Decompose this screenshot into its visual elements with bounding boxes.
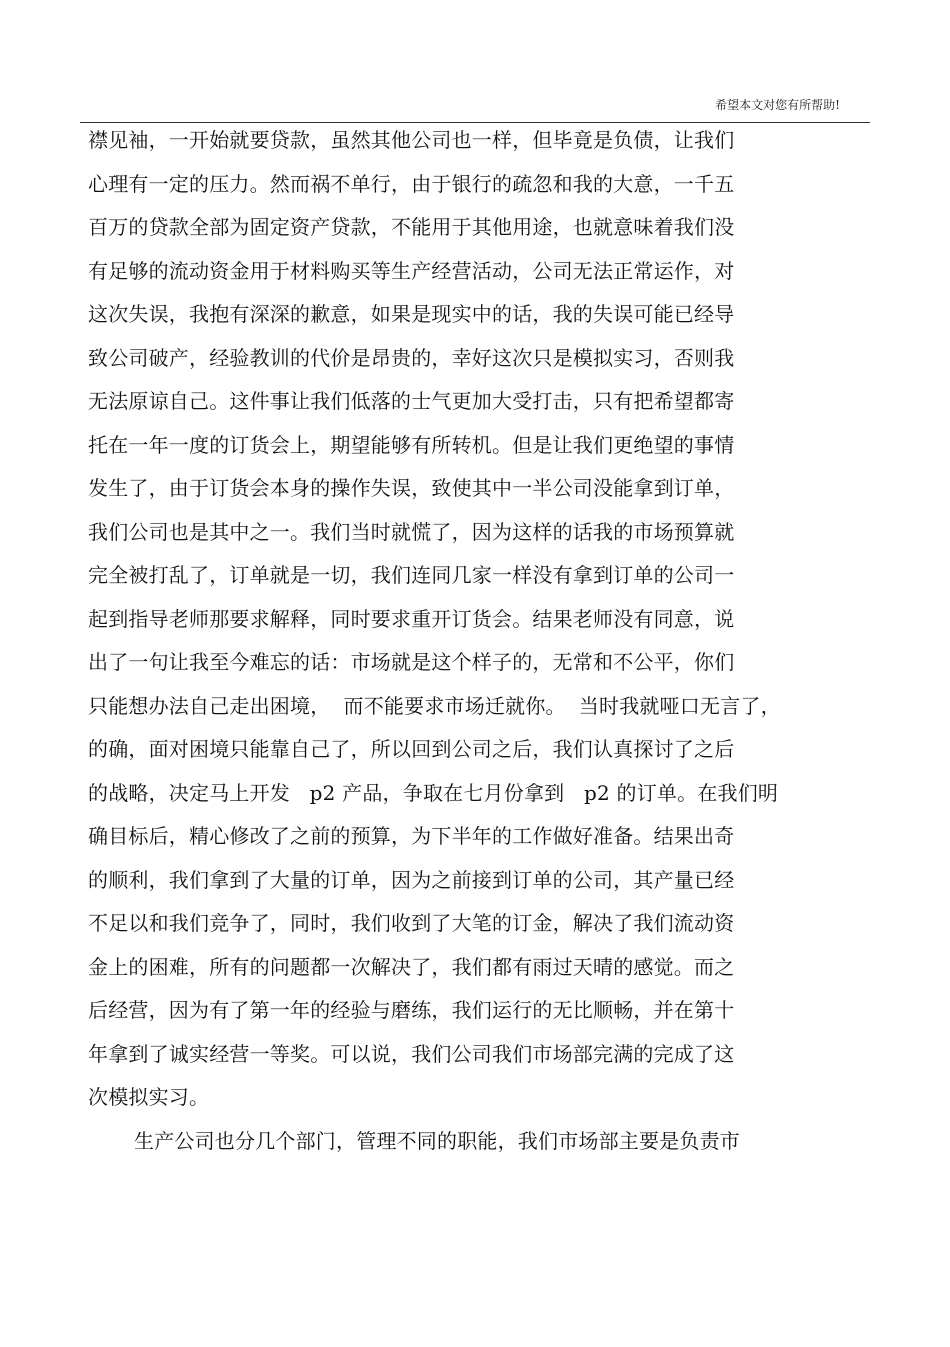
text-line: 次模拟实习。 bbox=[88, 1085, 210, 1109]
text-line: 我们公司也是其中之一。我们当时就慌了，因为这样的话我的市场预算就 bbox=[88, 519, 735, 544]
text-line: 有足够的流动资金用于材料购买等生产经营活动，公司无法正常运作，对 bbox=[88, 258, 735, 283]
text-line: 托在一年一度的订货会上，期望能够有所转机。但是让我们更绝望的事情 bbox=[88, 432, 735, 457]
text-line: 无法原谅自己。这件事让我们低落的士气更加大受打击，只有把希望都寄 bbox=[88, 389, 735, 413]
text-line: 后经营，因为有了第一年的经验与磨练，我们运行的无比顺畅，并在第十 bbox=[88, 998, 735, 1022]
document-body bbox=[88, 119, 868, 1163]
text-line: 金上的困难，所有的问题都一次解决了，我们都有雨过天晴的感觉。而之 bbox=[88, 954, 735, 979]
text-line: 百万的贷款全部为固定资产贷款，不能用于其他用途，也就意味着我们没 bbox=[88, 215, 735, 239]
text-line: 只能想办法自己走出困境， 而不能要求市场迁就你。 当时我就哑口无言了， bbox=[88, 693, 781, 718]
text-line: 的顺利，我们拿到了大量的订单，因为之前接到订单的公司，其产量已经 bbox=[88, 867, 735, 892]
text-line: 的确，面对困境只能靠自己了，所以回到公司之后，我们认真探讨了之后 bbox=[88, 737, 735, 761]
text-line: 年拿到了诚实经营一等奖。可以说，我们公司我们市场部完满的完成了这 bbox=[88, 1041, 735, 1066]
text-line: 不足以和我们竞争了，同时，我们收到了大笔的订金，解决了我们流动资 bbox=[88, 911, 735, 935]
text-line: 起到指导老师那要求解释，同时要求重开订货会。结果老师没有同意，说 bbox=[88, 606, 735, 631]
text-line: 的战略，决定马上开发 p2 产品，争取在七月份拿到 p2 的订单。在我们明 bbox=[88, 780, 779, 805]
text-line: 致公司破产，经验教训的代价是昂贵的，幸好这次只是模拟实习，否则我 bbox=[88, 345, 735, 370]
text-line: 确目标后，精心修改了之前的预算，为下半年的工作做好准备。结果出奇 bbox=[88, 824, 735, 848]
page-header bbox=[0, 0, 950, 124]
text-line: 出了一句让我至今难忘的话：市场就是这个样子的，无常和不公平，你们 bbox=[88, 650, 735, 674]
text-line: 心理有一定的压力。然而祸不单行，由于银行的疏忽和我的大意，一千五 bbox=[88, 171, 735, 196]
text-line: 完全被打乱了，订单就是一切，我们连同几家一样没有拿到订单的公司一 bbox=[88, 563, 735, 587]
text-line: 襟见袖，一开始就要贷款，虽然其他公司也一样，但毕竟是负债，让我们 bbox=[88, 128, 735, 152]
paragraph-first-line: 生产公司也分几个部门，管理不同的职能，我们市场部主要是负责市 bbox=[134, 1128, 740, 1153]
text-line: 发生了，由于订货会本身的操作失误，致使其中一半公司没能拿到订单， bbox=[88, 476, 735, 500]
text-line: 这次失误，我抱有深深的歉意，如果是现实中的话，我的失误可能已经导 bbox=[88, 302, 735, 326]
header-text: 希望本文对您有所帮助! bbox=[715, 98, 840, 112]
